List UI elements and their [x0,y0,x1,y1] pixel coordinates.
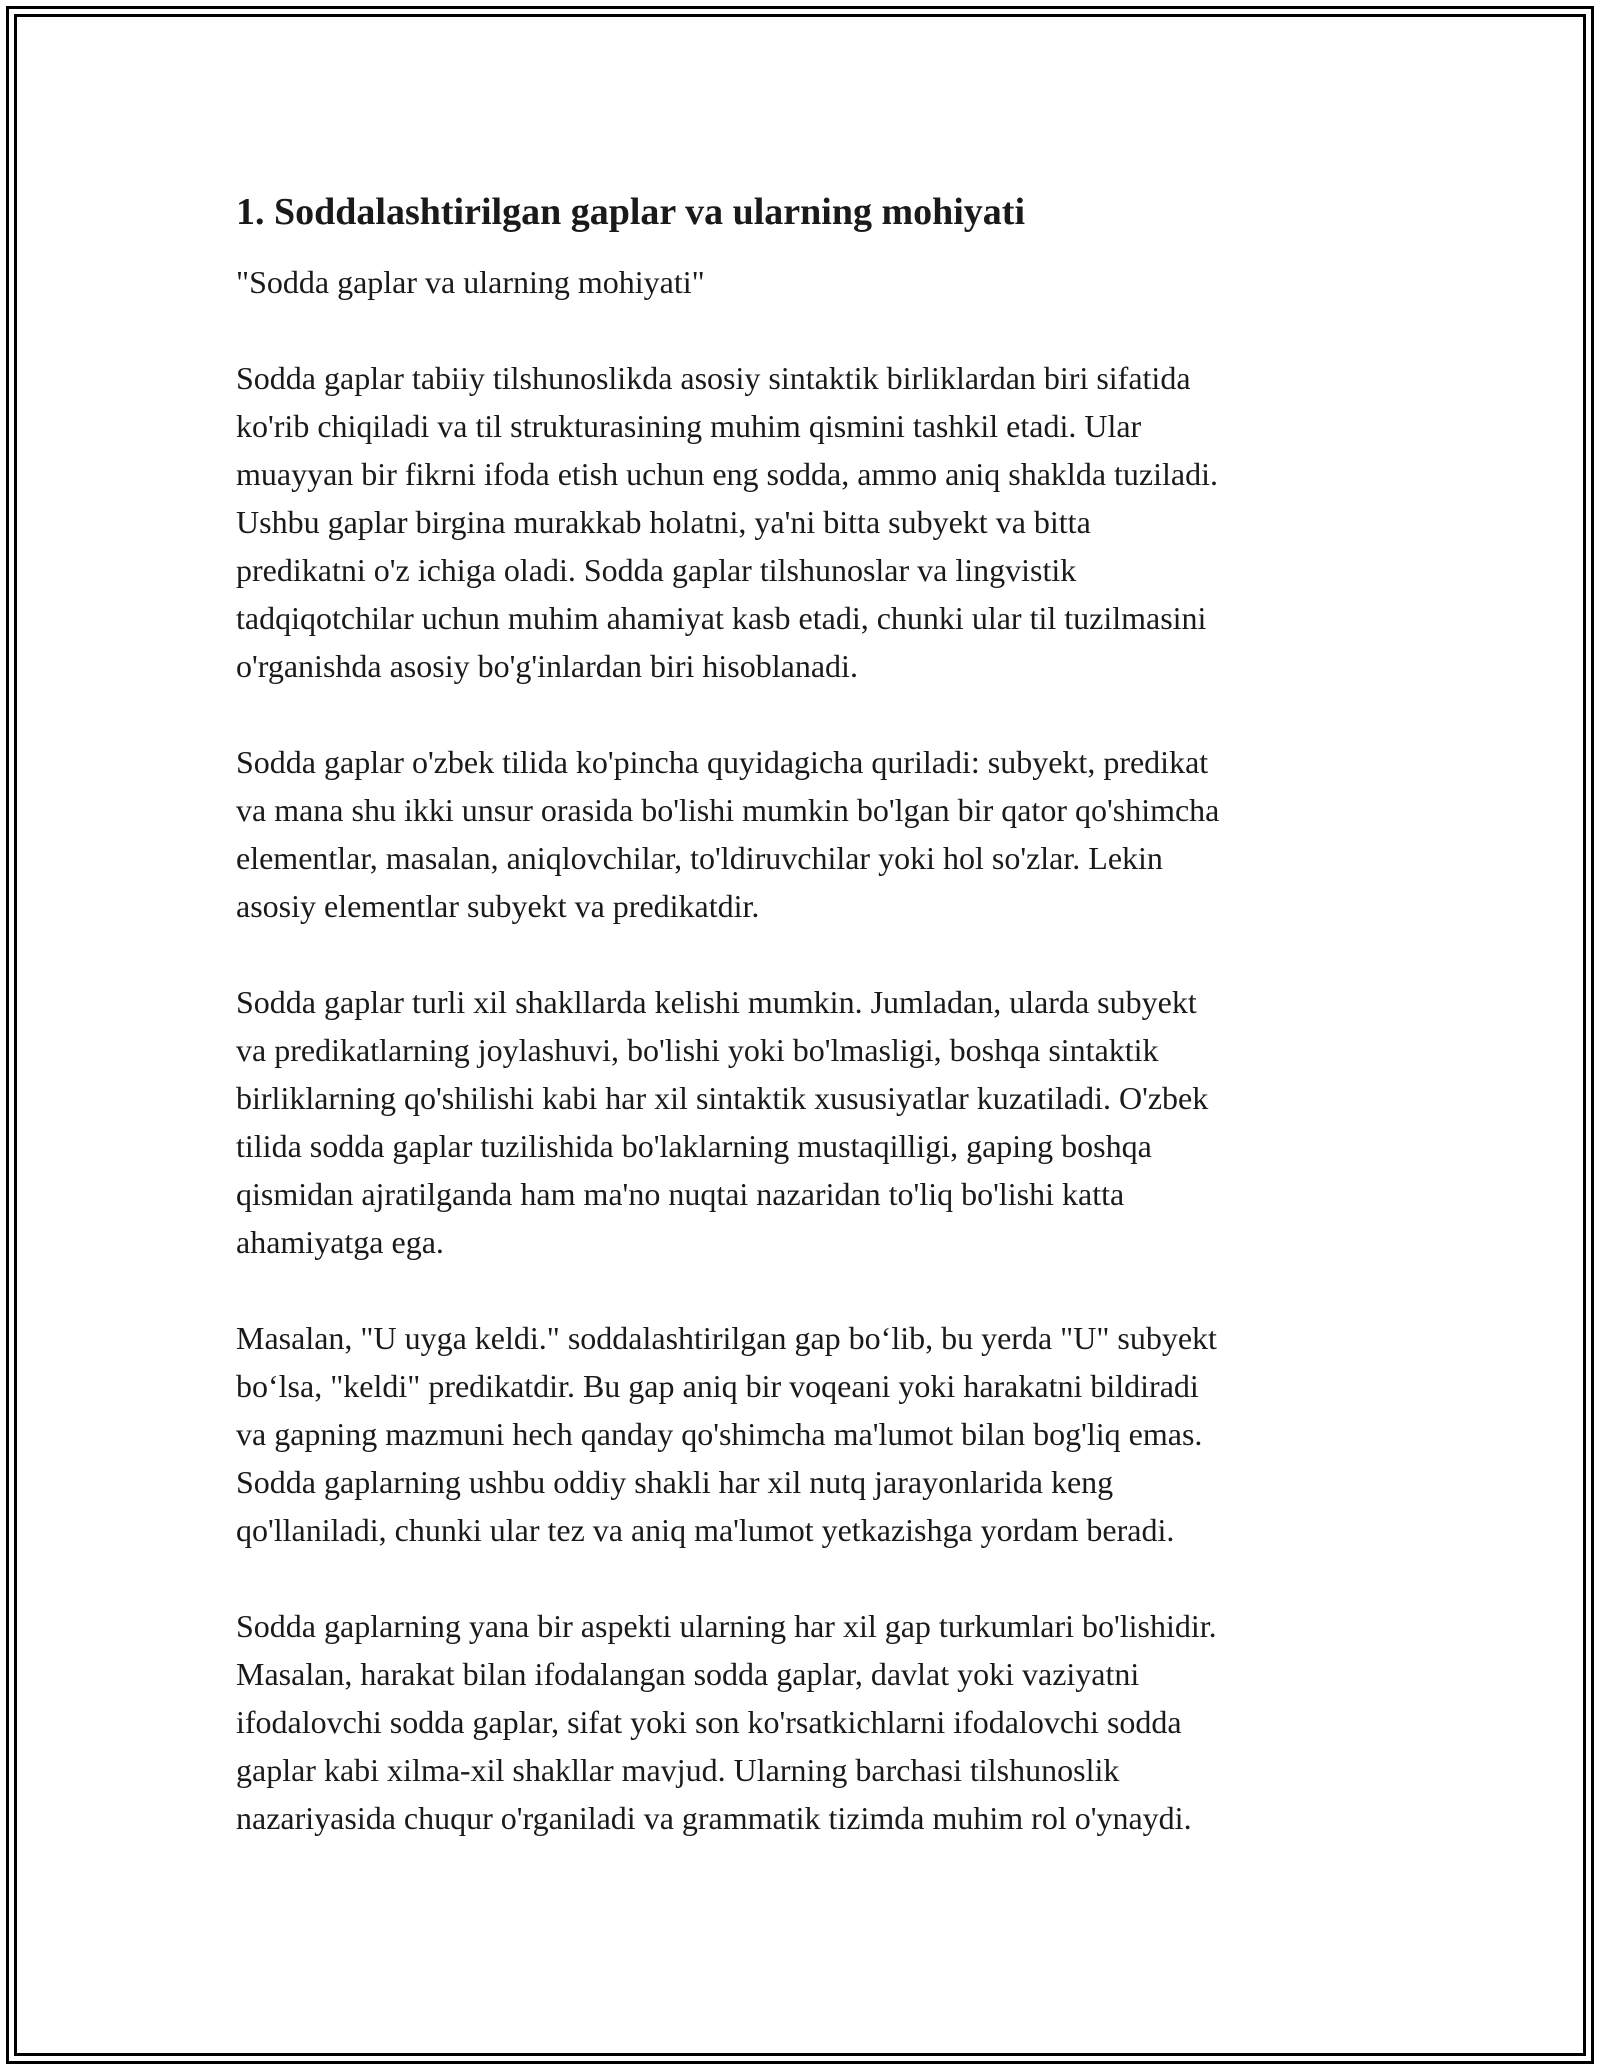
paragraph-line: o'rganishda asosiy bo'g'inlardan biri hisoblanadi. [236,648,858,684]
paragraph-line: asosiy elementlar subyekt va predikatdir. [236,888,760,924]
paragraph-line: qo'llaniladi, chunki ular tez va aniq ma'lumot yetkazishga yordam beradi. [236,1512,1175,1548]
paragraph-5 [236,1602,1376,1842]
paragraph-line: Sodda gaplar turli xil shakllarda kelishi mumkin. Jumladan, ularda subyekt [236,984,1197,1020]
paragraph-line: tadqiqotchilar uchun muhim ahamiyat kasb etadi, chunki ular til tuzilmasini [236,600,1207,636]
paragraph-line: Ushbu gaplar birgina murakkab holatni, ya'ni bitta subyekt va bitta [236,504,1091,540]
paragraph-line: va gapning mazmuni hech qanday qo'shimcha ma'lumot bilan bog'liq emas. [236,1416,1203,1452]
section-heading: 1. Soddalashtirilgan gaplar va ularning mohiyati [236,191,1026,233]
paragraph-line: birliklarning qo'shilishi kabi har xil sintaktik xususiyatlar kuzatiladi. O'zbek [236,1080,1209,1116]
paragraph-line: Sodda gaplar tabiiy tilshunoslikda asosiy sintaktik birliklardan biri sifatida [236,360,1191,396]
paragraph-line: Masalan, "U uyga keldi." soddalashtirilgan gap bo‘lib, bu yerda "U" subyekt [236,1320,1217,1356]
paragraph-line: elementlar, masalan, aniqlovchilar, to'ldiruvchilar yoki hol so'zlar. Lekin [236,840,1163,876]
paragraph-line: Sodda gaplar o'zbek tilida ko'pincha quyidagicha quriladi: subyekt, predikat [236,744,1209,780]
paragraph-line: bo‘lsa, "keldi" predikatdir. Bu gap aniq bir voqeani yoki harakatni bildiradi [236,1368,1199,1404]
paragraph-3 [236,978,1376,1266]
paragraph-line: Sodda gaplarning yana bir aspekti ularning har xil gap turkumlari bo'lishidir. [236,1608,1217,1644]
paragraph-2 [236,738,1376,930]
document-body [236,186,1376,1890]
paragraph-line: ahamiyatga ega. [236,1224,444,1260]
paragraph-4 [236,1314,1376,1554]
paragraph-line: qismidan ajratilganda ham ma'no nuqtai nazaridan to'liq bo'lishi katta [236,1176,1125,1212]
paragraph-line: gaplar kabi xilma-xil shakllar mavjud. Ularning barchasi tilshunoslik [236,1752,1120,1788]
paragraph-1 [236,354,1376,690]
paragraph-line: ko'rib chiqiladi va til strukturasining muhim qismini tashkil etadi. Ular [236,408,1142,444]
paragraph-line: muayyan bir fikrni ifoda etish uchun eng sodda, ammo aniq shaklda tuziladi. [236,456,1218,492]
paragraph-line: tilida sodda gaplar tuzilishida bo'laklarning mustaqilligi, gaping boshqa [236,1128,1152,1164]
paragraph-line: predikatni o'z ichiga oladi. Sodda gaplar tilshunoslar va lingvistik [236,552,1077,588]
paragraph-line: va predikatlarning joylashuvi, bo'lishi yoki bo'lmasligi, boshqa sintaktik [236,1032,1159,1068]
paragraph-line: va mana shu ikki unsur orasida bo'lishi mumkin bo'lgan bir qator qo'shimcha [236,792,1220,828]
paragraph-line: Sodda gaplarning ushbu oddiy shakli har xil nutq jarayonlarida keng [236,1464,1114,1500]
section-subtitle: "Sodda gaplar va ularning mohiyati" [236,264,705,300]
paragraph-line: Masalan, harakat bilan ifodalangan sodda gaplar, davlat yoki vaziyatni [236,1656,1140,1692]
paragraph-line: ifodalovchi sodda gaplar, sifat yoki son ko'rsatkichlarni ifodalovchi sodda [236,1704,1182,1740]
paragraph-line: nazariyasida chuqur o'rganiladi va grammatik tizimda muhim rol o'ynaydi. [236,1800,1192,1836]
